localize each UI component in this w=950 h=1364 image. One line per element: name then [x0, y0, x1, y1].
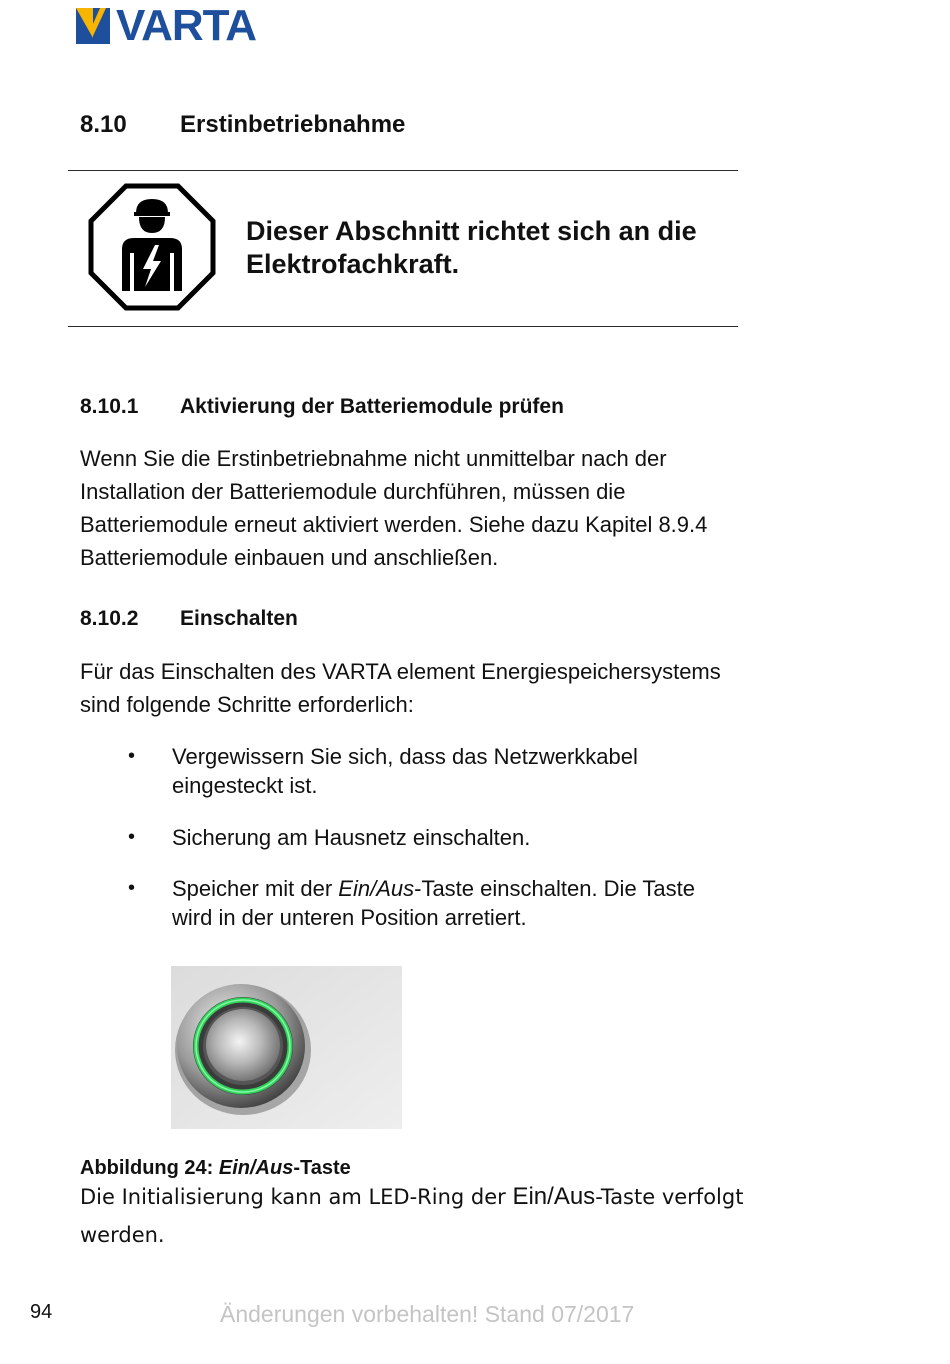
paragraph-line: Batteriemodule einbauen und anschließen. — [80, 545, 499, 570]
subsection-1-title: Aktivierung der Batteriemodule prüfen — [180, 395, 564, 418]
subsection-2-number: 8.10.2 — [80, 607, 139, 630]
list-item-line: eingesteckt ist. — [172, 773, 318, 798]
bullet-dot: • — [128, 877, 136, 899]
varta-logo — [76, 1, 290, 50]
list-item-line: Vergewissern Sie sich, dass das Netzwerkkabel — [172, 744, 638, 769]
subsection-2-intro — [80, 655, 800, 721]
list-item-line: Sicherung am Hausnetz einschalten. — [172, 825, 531, 850]
text-run: Die Initialisierung kann am LED-Ring der — [80, 1185, 513, 1209]
text-run: Speicher mit der — [172, 876, 339, 901]
notice-line-1: Dieser Abschnitt richtet sich an die — [246, 216, 697, 246]
paragraph-line: Installation der Batteriemodule durchführen, müssen die — [80, 479, 626, 504]
paragraph-line: Batteriemodule erneut aktiviert werden. Siehe dazu Kapitel 8.9.4 — [80, 512, 708, 537]
text-run: Ein/Aus — [512, 1183, 596, 1210]
text-run: -Taste verfolgt — [595, 1185, 744, 1209]
text-run: -Taste einschalten. Die Taste — [414, 876, 695, 901]
subsection-1-number: 8.10.1 — [80, 395, 139, 418]
paragraph-line: Wenn Sie die Erstinbetriebnahme nicht unmittelbar nach der — [80, 446, 667, 471]
caption-prefix: Abbildung 24: — [80, 1157, 219, 1179]
bullet-dot: • — [128, 745, 136, 767]
footer-notice: Änderungen vorbehalten! Stand 07/2017 — [220, 1301, 635, 1327]
electrician-warning-icon — [88, 183, 216, 311]
notice-bottom-rule — [68, 326, 738, 327]
notice-text — [246, 215, 746, 281]
after-figure-line-2: werden. — [80, 1223, 165, 1247]
list-item-line: wird in der unteren Position arretiert. — [172, 905, 527, 930]
section-number: 8.10 — [80, 111, 127, 138]
italic-term: Ein/Aus — [338, 876, 415, 901]
subsection-2-title: Einschalten — [180, 607, 298, 630]
notice-top-rule — [68, 170, 738, 171]
paragraph-line: sind folgende Schritte erforderlich: — [80, 692, 414, 717]
subsection-1-paragraph — [80, 442, 800, 574]
page-number: 94 — [30, 1301, 53, 1323]
caption-italic-term: Ein/Aus — [218, 1157, 294, 1179]
logo-wordmark: VARTA — [116, 1, 257, 50]
paragraph-line: Für das Einschalten des VARTA element Energiespeichersystems — [80, 659, 721, 684]
figure-caption — [80, 1156, 351, 1180]
caption-suffix: -Taste — [293, 1157, 351, 1179]
list-item-line — [172, 874, 772, 903]
varta-logo-mark-icon — [76, 8, 110, 44]
section-title: Erstinbetriebnahme — [180, 111, 406, 138]
bullet-dot: • — [128, 826, 136, 848]
on-off-button-photo — [171, 966, 402, 1129]
after-figure-line-1 — [80, 1182, 743, 1212]
notice-line-2: Elektrofachkraft. — [246, 249, 460, 279]
